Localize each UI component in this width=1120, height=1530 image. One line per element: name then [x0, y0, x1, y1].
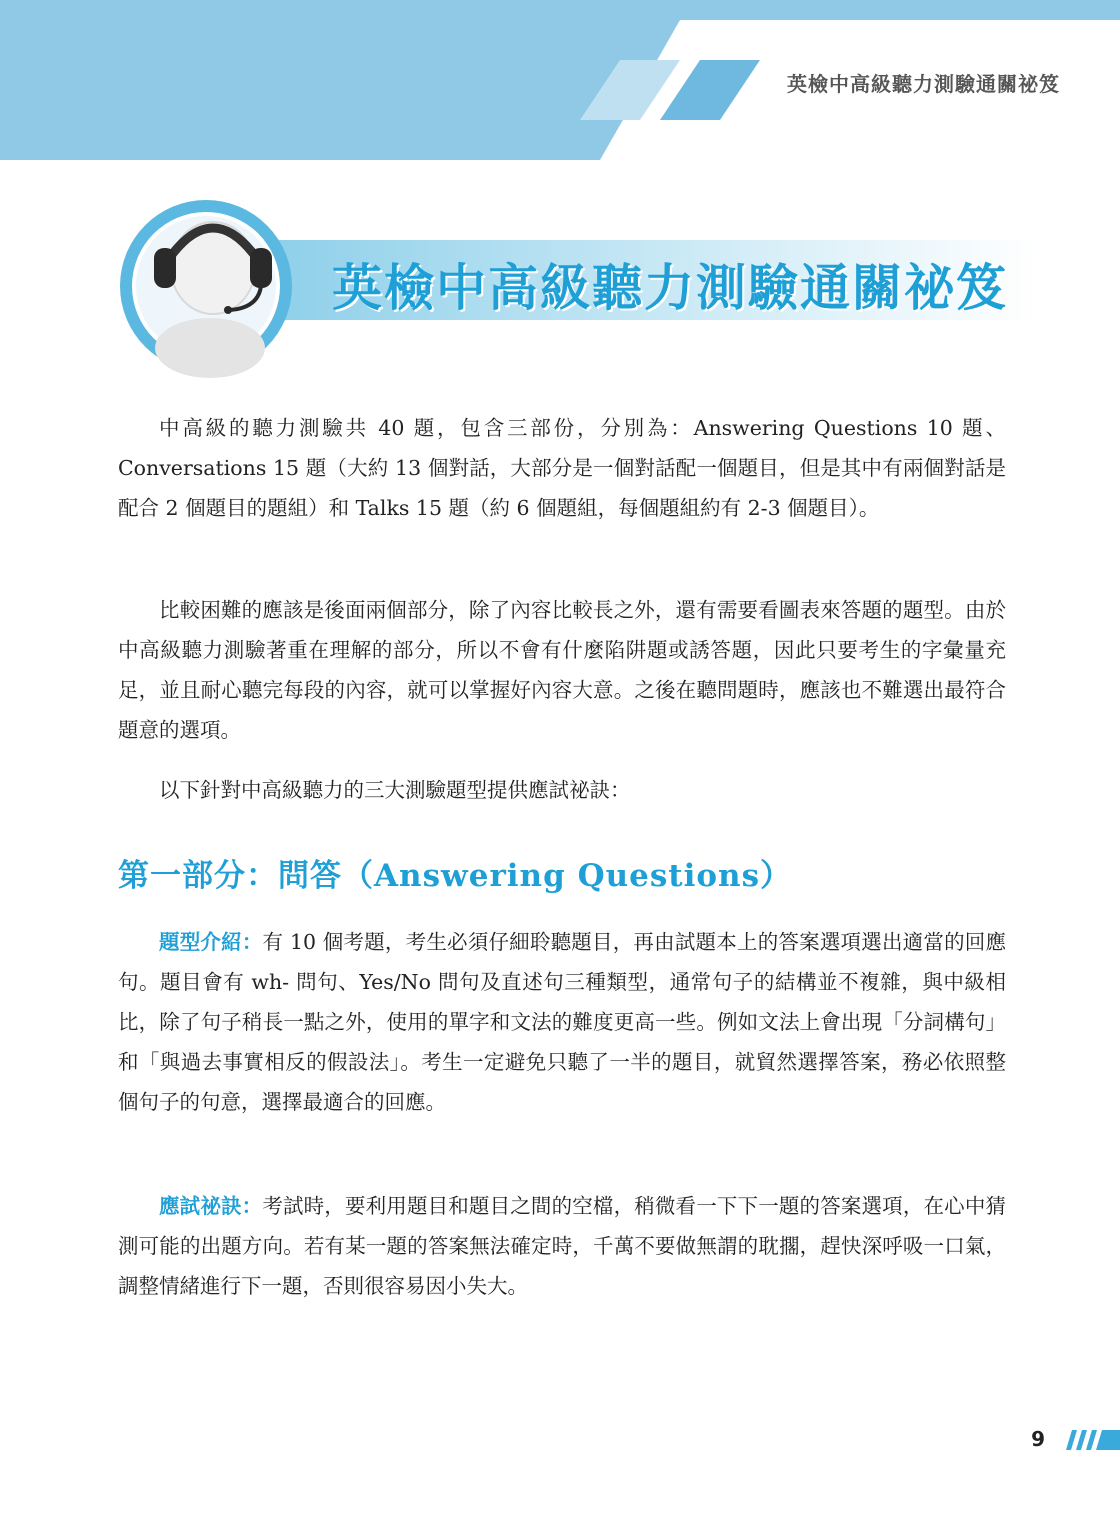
section-heading: 第一部分：問答（Answering Questions） [118, 858, 793, 894]
intro-paragraph-3: 以下針對中高級聽力的三大測驗題型提供應試祕訣： [159, 778, 631, 802]
exam-tips-text: 考試時，要利用題目和題目之間的空檔，稍微看一下下一題的答案選項，在心中猜測可能的出題方向。若有某一題的答案無法確定時，千萬不要做無謂的耽擱，趕快深呼吸一口氣，調整情緒進行下一題，否則很容易因小失大。 [118, 1194, 1006, 1298]
question-type-text: 有 10 個考題，考生必須仔細聆聽題目，再由試題本上的答案選項選出適當的回應句。題目會有 wh- 問句、Yes/No 問句及直述句三種類型，通常句子的結構並不複雜，與中級相比，除了句子稍長一點之外，使用的單字和文法的難度更高一些。例如文法上會出現「分詞構句」和「與過去事實相反的假設法」。考生一定避免只聽了一半的題目，就貿然選擇答案，務必依照整個句子的句意，選擇最適合的回應。 [118, 930, 1006, 1114]
running-title: 英檢中高級聽力測驗通關祕笈 [787, 72, 1060, 96]
intro-paragraph-1: 中高級的聽力測驗共 40 題，包含三部份，分別為：Answering Questions 10 題、Conversations 15 題（大約 13 個對話，大部分是一個對話配一個題目，但是其中有兩個對話是配合 2 個題目的題組）和 Talks 15 題（約 6 個題組，每個題組約有 2-3 個題目）。 [118, 416, 1006, 520]
header-stripe-dark [660, 60, 760, 120]
headset-figure-icon [118, 198, 308, 378]
title-banner [118, 198, 1048, 378]
question-type-paragraph [118, 922, 1006, 1122]
page-stripes-icon [1066, 1430, 1120, 1450]
intro-paragraph-2: 比較困難的應該是後面兩個部分，除了內容比較長之外，還有需要看圖表來答題的題型。由於中高級聽力測驗著重在理解的部分，所以不會有什麼陷阱題或誘答題，因此只要考生的字彙量充足，並且耐心聽完每段的內容，就可以掌握好內容大意。之後在聽問題時，應該也不難選出最符合題意的選項。 [118, 598, 1006, 742]
page-title: 英檢中高級聽力測驗通關祕笈 [332, 258, 1008, 317]
question-type-label: 題型介紹： [159, 930, 263, 954]
page-number: 9 [1031, 1427, 1045, 1451]
exam-tips-label: 應試祕訣： [159, 1194, 263, 1218]
exam-tips-paragraph [118, 1186, 1006, 1306]
